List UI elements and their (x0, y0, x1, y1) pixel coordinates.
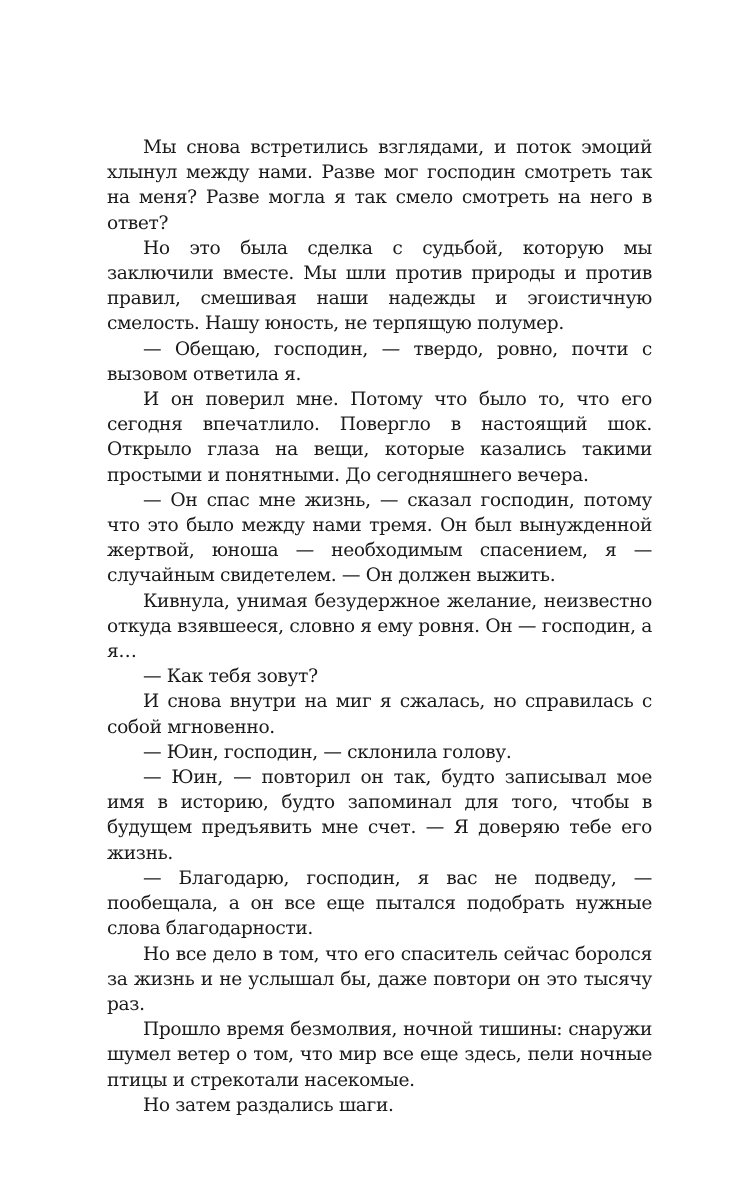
paragraph-4: И он поверил мне. Потому что было то, что его сегодня впечатлило. Повергло в настоящий шок. Открыло глаза на вещи, которые казались такими простыми и понятными. До сегодняшнего вечера. (107, 389, 652, 486)
paragraph-10: — Юин, — повторил он так, будто записывал мое имя в историю, будто запоминал для того, чтобы в будущем предъявить мне счет. — Я доверяю тебе его жизнь. (107, 767, 652, 864)
paragraph-14: Но затем раздались шаги. (143, 1094, 394, 1116)
paragraph-1: Мы снова встретились взглядами, и поток эмоций хлынул между нами. Разве мог господин смотреть так на меня? Разве могла я так смело смотреть на него в ответ? (107, 137, 652, 234)
paragraph-11: — Благодарю, господин, я вас не подведу, — пообещала, а он все еще пытался подобрать нужные слова благодарности. (107, 867, 652, 940)
paragraph-13: Прошло время безмолвия, ночной тишины: снаружи шумел ветер о том, что мир все еще здесь, пели ночные птицы и стрекотали насекомые. (107, 1019, 652, 1091)
paragraph-7: — Как тебя зовут? (143, 666, 318, 688)
paragraph-5: — Он спас мне жизнь, — сказал господин, потому что это было между нами тремя. Он был вынужденной жертвой, юноша — необходимым спасением, я — случайным свидетелем. — Он должен выжить. (107, 489, 652, 587)
paragraph-3: — Обещаю, господин, — твердо, ровно, почти с вызовом ответила я. (107, 338, 652, 385)
paragraph-8: И снова внутри на миг я сжалась, но справилась с собой мгновенно. (107, 691, 652, 738)
paragraph-2: Но это была сделка с судьбой, которую мы заключили вместе. Мы шли против природы и против правил, смешивая наши надежды и эгоистичную смелость. Нашу юность, не терпящую полумер. (107, 237, 652, 335)
paragraph-12: Но все дело в том, что его спаситель сейчас боролся за жизнь и не услышал бы, даже повтори он это тысячу раз. (107, 943, 652, 1015)
page-body-text (107, 135, 652, 1118)
paragraph-6: Кивнула, унимая безудержное желание, неизвестно откуда взявшееся, словно я ему ровня. Он — господин, а я… (107, 590, 652, 663)
paragraph-9: — Юин, господин, — склонила голову. (143, 741, 512, 763)
